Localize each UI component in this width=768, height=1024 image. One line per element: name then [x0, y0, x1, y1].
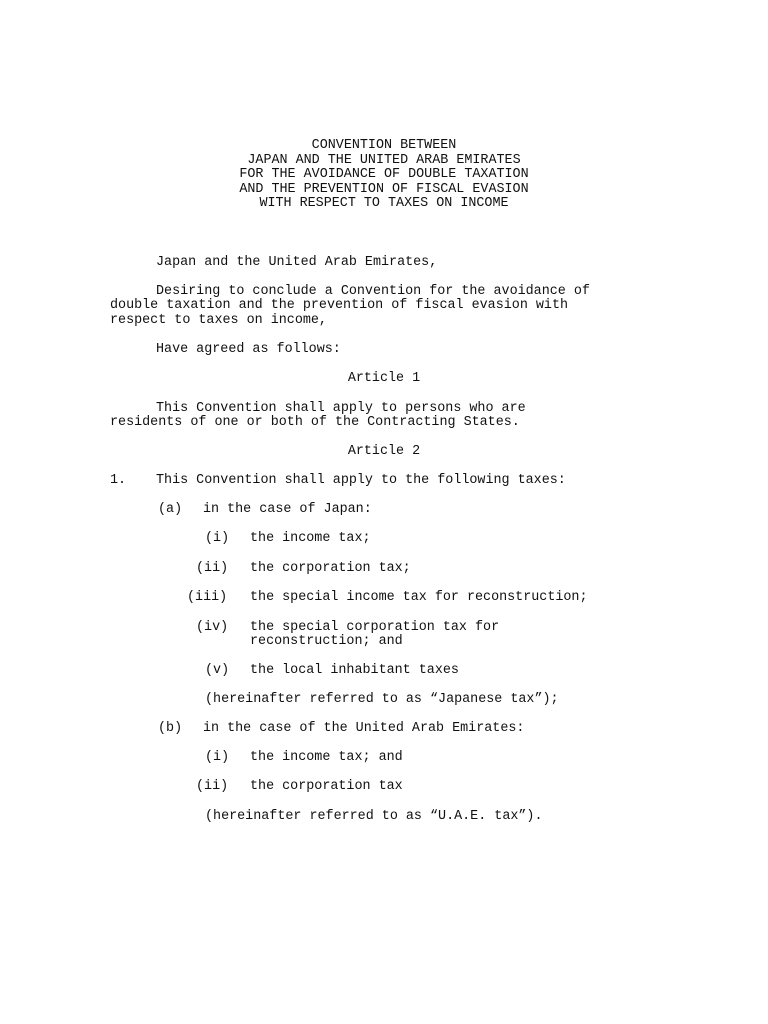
title-line-1: CONVENTION BETWEEN — [311, 138, 457, 153]
japanese-tax-note: (hereinafter referred to as “Japanese tax”); — [205, 692, 559, 707]
item-a-ii-text: the corporation tax; — [250, 561, 411, 576]
subparagraph-a-label: (a) — [158, 502, 183, 517]
title-line-4: AND THE PREVENTION OF FISCAL EVASION — [239, 182, 529, 197]
subparagraph-a-text: in the case of Japan: — [203, 502, 372, 517]
article-2-heading: Article 2 — [347, 444, 421, 459]
article-1-heading: Article 1 — [347, 371, 421, 386]
item-a-iv-number: (iv) — [196, 620, 229, 635]
preamble-desiring-line-1: Desiring to conclude a Convention for the avoidance of — [156, 284, 590, 299]
subparagraph-b-text: in the case of the United Arab Emirates: — [203, 721, 525, 736]
preamble-agreed: Have agreed as follows: — [156, 342, 341, 357]
item-a-v-number: (v) — [205, 663, 230, 678]
item-a-ii-number: (ii) — [196, 561, 229, 576]
item-b-i-number: (i) — [205, 750, 230, 765]
item-b-ii-number: (ii) — [196, 779, 229, 794]
item-b-i-text: the income tax; and — [250, 750, 403, 765]
title-line-2: JAPAN AND THE UNITED ARAB EMIRATES — [247, 153, 521, 168]
uae-tax-note: (hereinafter referred to as “U.A.E. tax”). — [205, 809, 543, 824]
article-1-text-line-1: This Convention shall apply to persons who are — [156, 401, 526, 416]
item-a-i-number: (i) — [205, 531, 230, 546]
item-a-iii-text: the special income tax for reconstruction; — [250, 590, 588, 605]
item-a-v-text: the local inhabitant taxes — [250, 663, 459, 678]
item-b-ii-text: the corporation tax — [250, 779, 403, 794]
item-a-iii-number: (iii) — [187, 590, 228, 605]
item-a-iv-text-continued: reconstruction; and — [250, 634, 403, 649]
title-line-5: WITH RESPECT TO TAXES ON INCOME — [259, 196, 509, 211]
preamble-desiring-line-3: respect to taxes on income, — [110, 313, 327, 328]
item-a-iv-text: the special corporation tax for — [250, 620, 500, 635]
article-1-text-line-2: residents of one or both of the Contracting States. — [110, 415, 520, 430]
title-line-3: FOR THE AVOIDANCE OF DOUBLE TAXATION — [239, 167, 529, 182]
paragraph-1-number: 1. — [110, 473, 127, 488]
subparagraph-b-label: (b) — [158, 721, 183, 736]
item-a-i-text: the income tax; — [250, 531, 371, 546]
preamble-parties: Japan and the United Arab Emirates, — [156, 255, 438, 270]
paragraph-1-text: This Convention shall apply to the following taxes: — [156, 473, 566, 488]
preamble-desiring-line-2: double taxation and the prevention of fiscal evasion with — [110, 298, 569, 313]
